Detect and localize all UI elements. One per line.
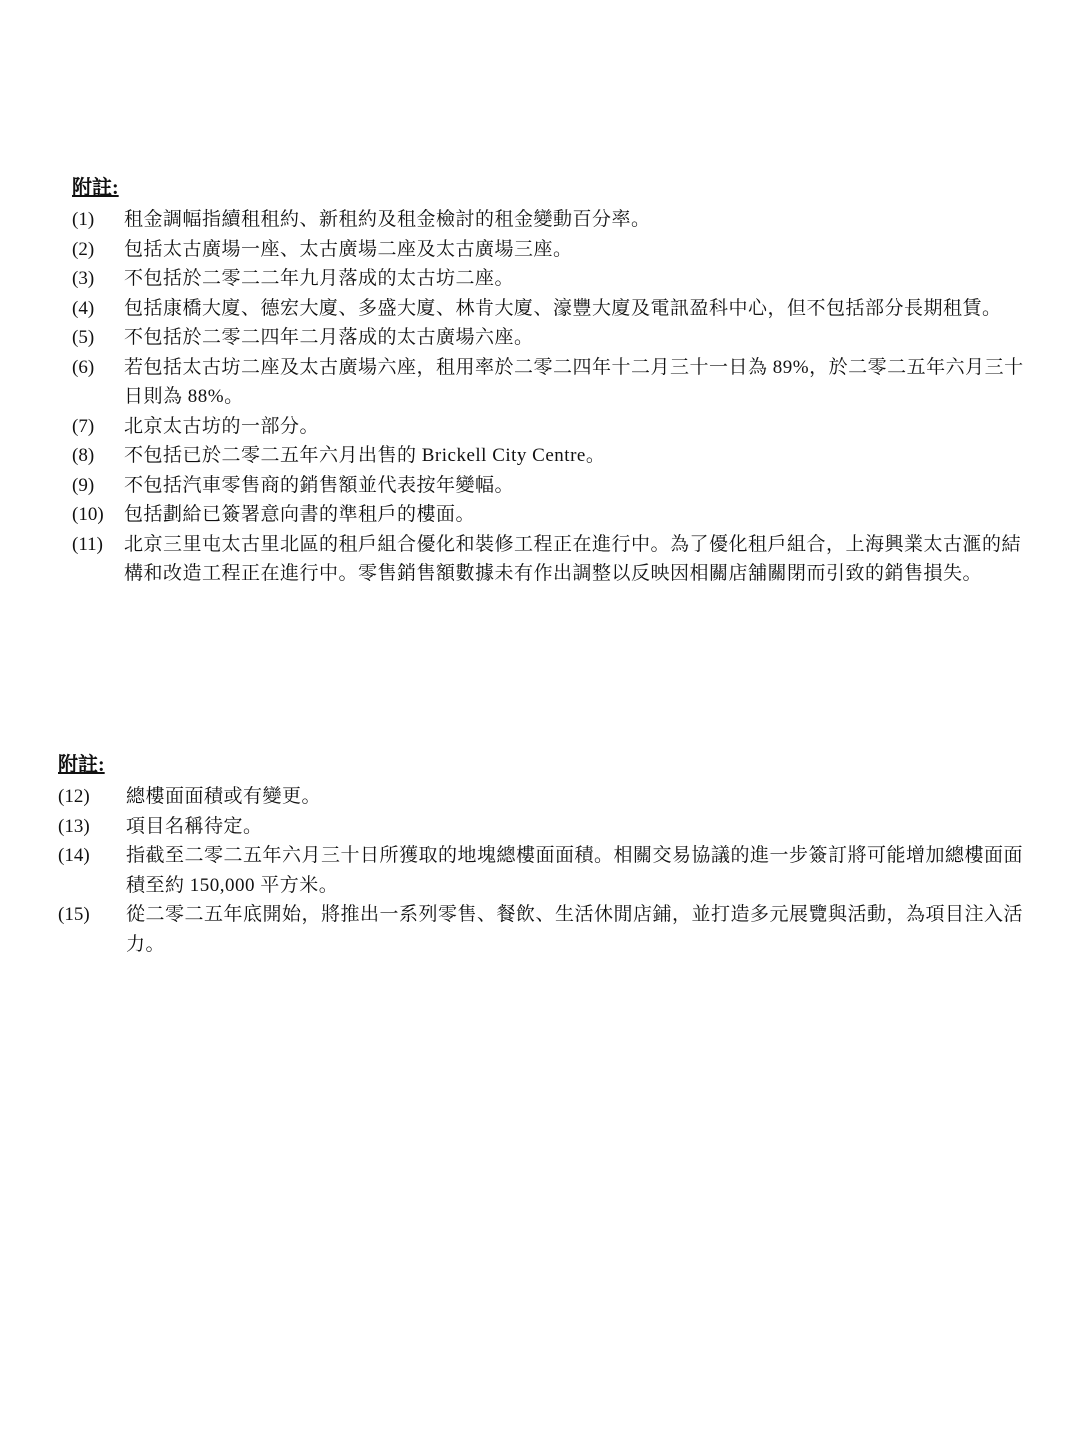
note-item bbox=[72, 235, 1032, 265]
note-text: 北京三里屯太古里北區的租戶組合優化和裝修工程正在進行中。為了優化租戶組合，上海興業太古滙的結構和改造工程正在進行中。零售銷售額數據未有作出調整以反映因相關店舖關閉而引致的銷售損失。 bbox=[124, 533, 1022, 584]
note-item bbox=[58, 841, 1033, 900]
note-number: (1) bbox=[72, 209, 95, 230]
note-item bbox=[58, 900, 1033, 959]
note-text: 從二零二五年底開始，將推出一系列零售、餐飲、生活休閒店鋪，並打造多元展覽與活動，為項目注入活力。 bbox=[126, 904, 1024, 955]
note-text: 不包括汽車零售商的銷售額並代表按年變幅。 bbox=[124, 474, 515, 496]
note-item bbox=[72, 412, 1032, 442]
note-number: (8) bbox=[72, 445, 95, 466]
note-text: 總樓面面積或有變更。 bbox=[126, 786, 322, 807]
note-item bbox=[72, 471, 1032, 501]
note-item bbox=[72, 323, 1032, 353]
note-number: (7) bbox=[72, 415, 95, 437]
note-item bbox=[72, 441, 1032, 471]
note-number: (4) bbox=[72, 297, 95, 319]
note-number: (11) bbox=[72, 533, 103, 555]
note-item bbox=[72, 294, 1032, 324]
notes-heading: 附註: bbox=[58, 754, 105, 776]
notes-heading: 附註: bbox=[72, 177, 119, 199]
note-text: 指截至二零二五年六月三十日所獲取的地塊總樓面面積。相關交易協議的進一步簽訂將可能增加總樓面面積至約 150,000 平方米。 bbox=[126, 845, 1024, 896]
note-text: 若包括太古坊二座及太古廣場六座，租用率於二零二四年十二月三十一日為 89%，於二零二五年六月三十日則為 88%。 bbox=[124, 356, 1024, 407]
note-item bbox=[72, 353, 1032, 412]
note-number: (14) bbox=[58, 845, 90, 866]
note-item bbox=[72, 264, 1032, 294]
note-number: (12) bbox=[58, 786, 90, 807]
note-number: (15) bbox=[58, 904, 90, 925]
note-text: 包括劃給已簽署意向書的準租戶的樓面。 bbox=[124, 504, 476, 525]
note-item bbox=[58, 782, 1033, 812]
note-text: 北京太古坊的一部分。 bbox=[124, 415, 320, 437]
note-number: (5) bbox=[72, 327, 95, 348]
note-number: (3) bbox=[72, 268, 95, 289]
note-number: (9) bbox=[72, 474, 95, 496]
note-number: (13) bbox=[58, 815, 90, 837]
notes-list bbox=[72, 205, 1032, 589]
note-text: 不包括於二零二四年二月落成的太古廣場六座。 bbox=[124, 327, 534, 348]
note-item bbox=[72, 530, 1032, 589]
notes-section-2 bbox=[58, 752, 1033, 959]
note-item bbox=[72, 500, 1032, 530]
note-text: 包括康橋大廈、德宏大廈、多盛大廈、林肯大廈、濠豐大廈及電訊盈科中心，但不包括部分長期租賃。 bbox=[124, 297, 1002, 319]
note-text: 項目名稱待定。 bbox=[126, 815, 263, 837]
note-text: 不包括於二零二二年九月落成的太古坊二座。 bbox=[124, 268, 515, 289]
note-number: (6) bbox=[72, 356, 95, 378]
notes-list bbox=[58, 782, 1033, 959]
note-item bbox=[72, 205, 1032, 235]
note-text: 包括太古廣場一座、太古廣場二座及太古廣場三座。 bbox=[124, 238, 573, 260]
notes-section-1 bbox=[72, 175, 1032, 589]
note-number: (10) bbox=[72, 504, 104, 525]
note-text: 租金調幅指續租租約、新租約及租金檢討的租金變動百分率。 bbox=[124, 209, 651, 230]
note-number: (2) bbox=[72, 238, 95, 260]
note-text: 不包括已於二零二五年六月出售的 Brickell City Centre。 bbox=[124, 445, 606, 466]
note-item bbox=[58, 812, 1033, 842]
